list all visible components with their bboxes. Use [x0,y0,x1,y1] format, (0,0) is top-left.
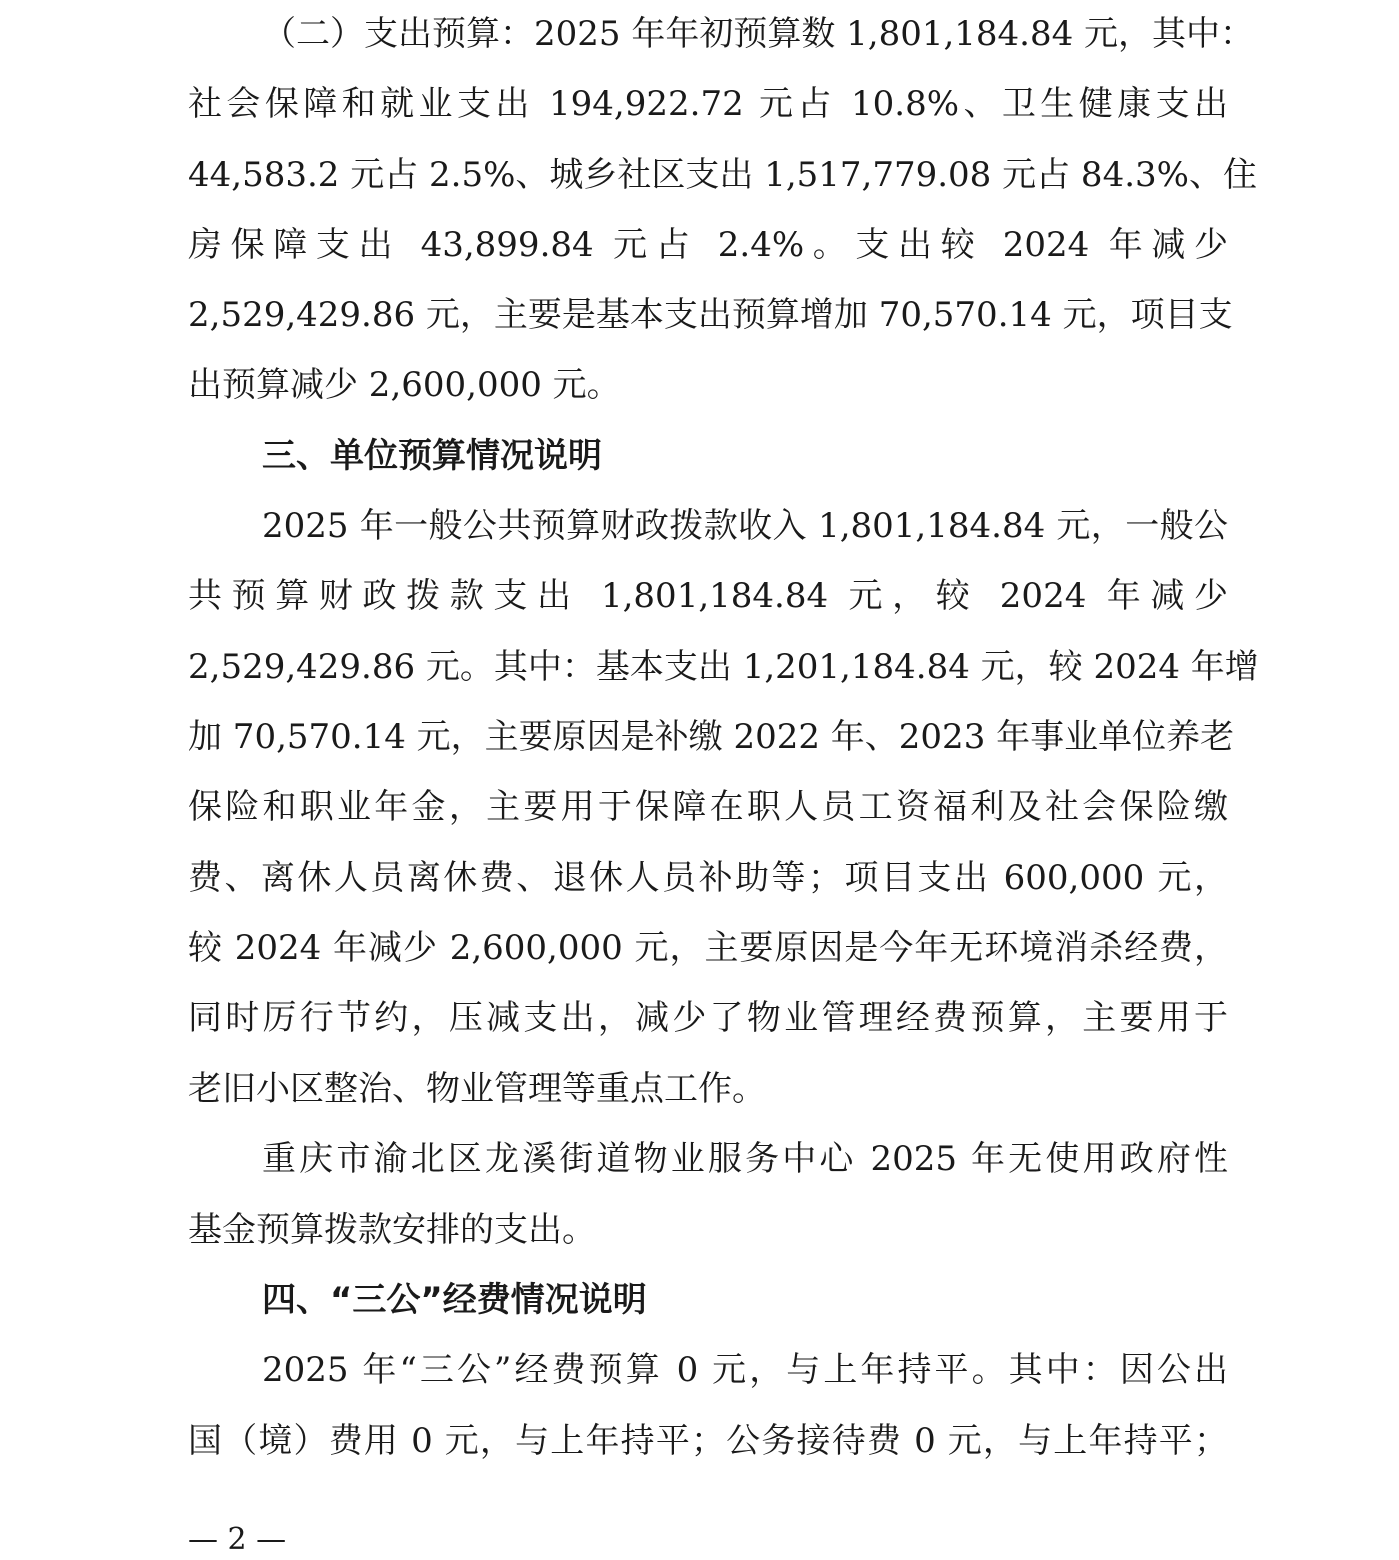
expenditure-budget-line-2: 社会保障和就业支出 194,922.72 元占 10.8%、卫生健康支出 [188,84,1228,124]
expenditure-budget-line-5: 2,529,429.86 元，主要是基本支出预算增加 70,570.14 元，项目支 [188,295,1233,335]
fund-budget-line-1: 重庆市渝北区龙溪街道物业服务中心 2025 年无使用政府性 [262,1139,1228,1179]
expenditure-budget-line-3: 44,583.2 元占 2.5%、城乡社区支出 1,517,779.08 元占 84.3%、住 [188,155,1257,195]
expenditure-budget-line-6: 出预算减少 2,600,000 元。 [188,365,621,405]
section-heading-unit-budget: 三、单位预算情况说明 [262,436,602,476]
unit-budget-line-7: 较 2024 年减少 2,600,000 元，主要原因是今年无环境消杀经费， [188,928,1228,968]
unit-budget-line-1: 2025 年一般公共预算财政拨款收入 1,801,184.84 元，一般公 [262,506,1228,546]
unit-budget-line-4: 加 70,570.14 元，主要原因是补缴 2022 年、2023 年事业单位养老 [188,717,1235,757]
expenditure-budget-line-1: （二）支出预算：2025 年年初预算数 1,801,184.84 元，其中： [262,14,1255,54]
three-public-line-2: 国（境）费用 0 元，与上年持平；公务接待费 0 元，与上年持平； [188,1421,1228,1461]
unit-budget-line-9: 老旧小区整治、物业管理等重点工作。 [188,1069,766,1109]
unit-budget-line-5: 保险和职业年金，主要用于保障在职人员工资福利及社会保险缴 [188,787,1228,827]
section-heading-three-public: 四、“三公”经费情况说明 [262,1280,647,1320]
fund-budget-line-2: 基金预算拨款安排的支出。 [188,1210,596,1250]
page-number: — 2 — [188,1522,287,1557]
three-public-line-1: 2025 年“三公”经费预算 0 元，与上年持平。其中：因公出 [262,1350,1228,1390]
unit-budget-line-8: 同时厉行节约，压减支出，减少了物业管理经费预算，主要用于 [188,998,1228,1038]
unit-budget-line-2: 共预算财政拨款支出 1,801,184.84 元，较 2024 年减少 [188,576,1228,616]
unit-budget-line-3: 2,529,429.86 元。其中：基本支出 1,201,184.84 元，较 2024 年增 [188,647,1259,687]
expenditure-budget-line-4: 房保障支出 43,899.84 元占 2.4%。支出较 2024 年减少 [188,225,1228,265]
unit-budget-line-6: 费、离休人员离休费、退休人员补助等；项目支出 600,000 元， [188,858,1228,898]
